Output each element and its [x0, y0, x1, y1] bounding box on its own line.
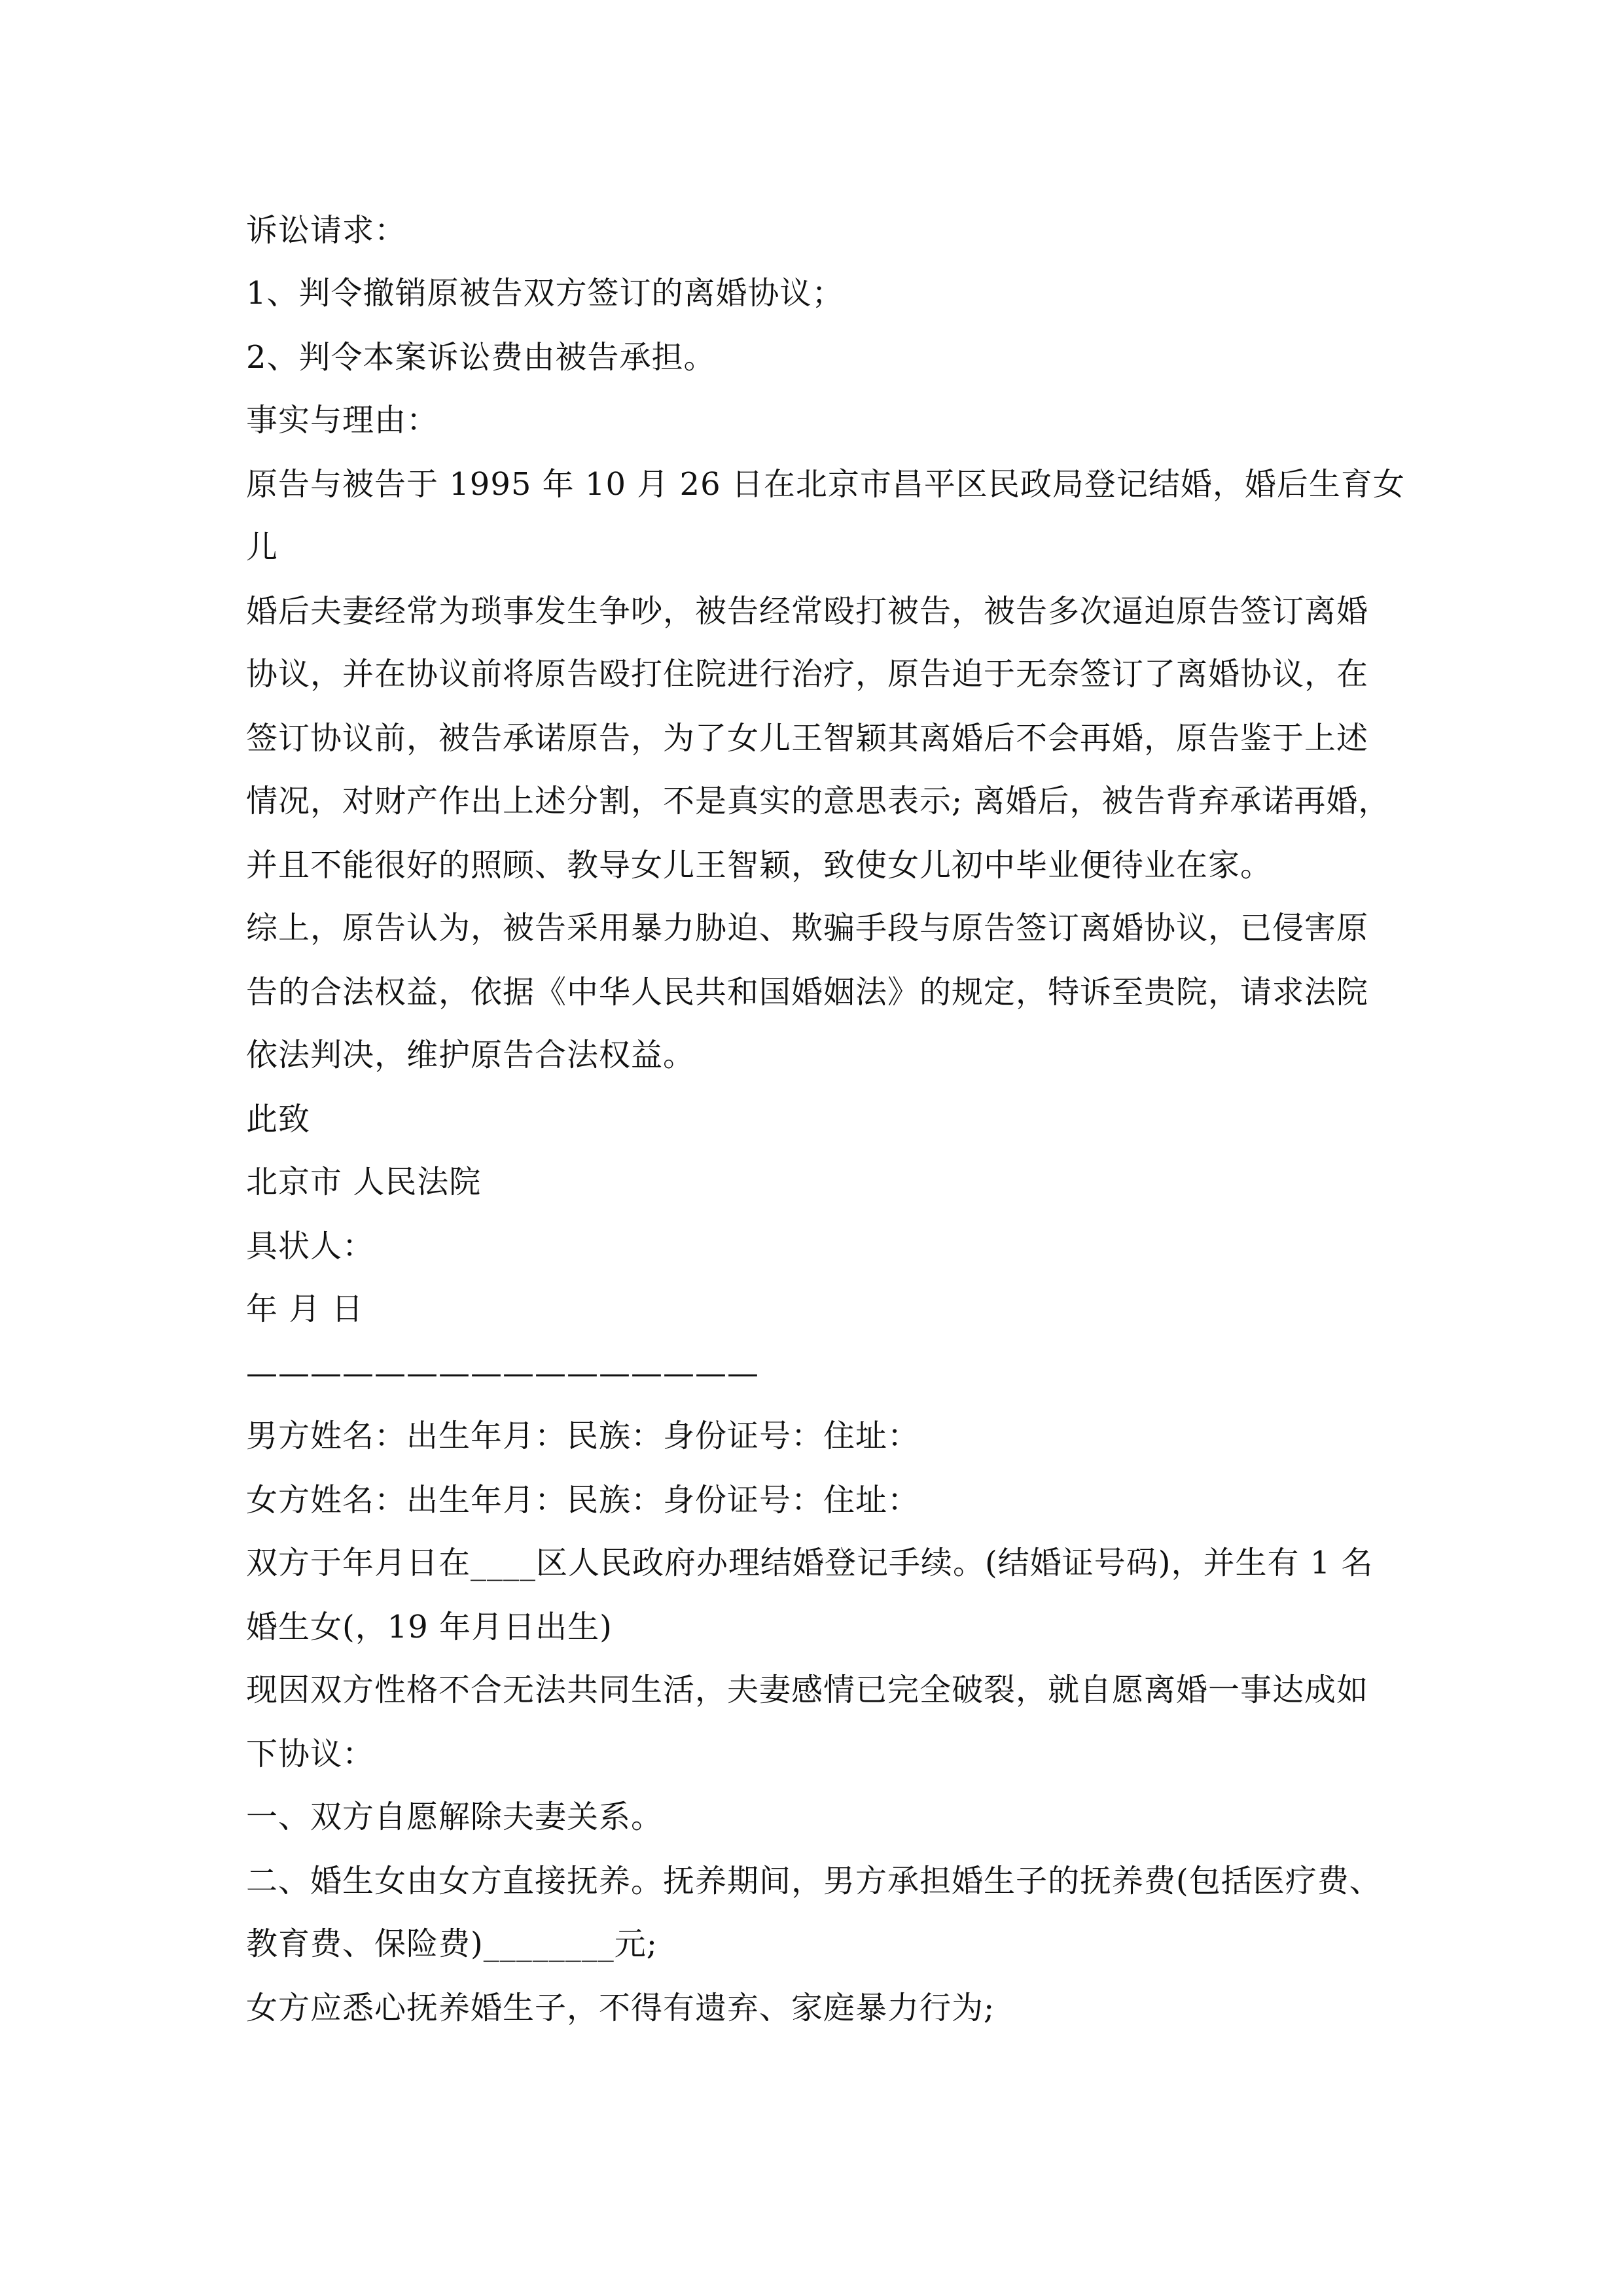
salutation: 此致	[246, 1101, 311, 1138]
conclusion-paragraph-line: 告的合法权益，依据《中华人民共和国婚姻法》的规定，特诉至贵院，请求法院	[246, 974, 1369, 1011]
facts-paragraph-2-line: 签订协议前，被告承诺原告，为了女儿王智颖其离婚后不会再婚，原告鉴于上述	[246, 720, 1369, 757]
facts-paragraph-1-line: 儿	[246, 529, 279, 565]
agreement-item-2-line: 女方应悉心抚养婚生子，不得有遗弃、家庭暴力行为;	[246, 1990, 995, 2026]
facts-paragraph-1-line: 原告与被告于 1995 年 10 月 26 日在北京市昌平区民政局登记结婚，婚后生育女	[246, 466, 1405, 503]
facts-paragraph-2-line: 并且不能很好的照顾、教导女儿王智颖，致使女儿初中毕业便待业在家。	[246, 847, 1273, 884]
conclusion-paragraph-line: 依法判决，维护原告合法权益。	[246, 1037, 696, 1073]
wife-info-line: 女方姓名：出生年月：民族：身份证号：住址：	[246, 1482, 920, 1518]
claim-item-1: 1、判令撤销原被告双方签订的离婚协议；	[246, 275, 844, 312]
husband-info-line: 男方姓名：出生年月：民族：身份证号：住址：	[246, 1418, 920, 1454]
facts-paragraph-2-line: 情况，对财产作出上述分割，不是真实的意思表示; 离婚后，被告背弃承诺再婚，	[246, 783, 1391, 819]
claim-item-2: 2、判令本案诉讼费由被告承担。	[246, 339, 716, 376]
facts-paragraph-2-line: 协议，并在协议前将原告殴打住院进行治疗，原告迫于无奈签订了离婚协议，在	[246, 656, 1369, 692]
marriage-registration-line: 双方于年月日在____区人民政府办理结婚登记手续。(结婚证号码)，并生有 1 名	[246, 1545, 1374, 1581]
marriage-registration-line: 婚生女(，19 年月日出生)	[246, 1609, 613, 1645]
agreement-item-2-line: 二、婚生女由女方直接抚养。抚养期间，男方承担婚生子的抚养费(包括医疗费、	[246, 1863, 1382, 1899]
heading-facts-reasons: 事实与理由：	[246, 402, 439, 439]
agreement-item-1: 一、双方自愿解除夫妻关系。	[246, 1799, 664, 1835]
facts-paragraph-2-line: 婚后夫妻经常为琐事发生争吵，被告经常殴打被告，被告多次逼迫原告签订离婚	[246, 593, 1369, 630]
agreement-intro-line: 下协议：	[246, 1736, 375, 1772]
petitioner-label: 具状人：	[246, 1228, 375, 1265]
agreement-item-2-line: 教育费、保险费)________元;	[246, 1926, 658, 1962]
date-line: 年 月 日	[246, 1291, 364, 1327]
agreement-intro-line: 现因双方性格不合无法共同生活，夫妻感情已完全破裂，就自愿离婚一事达成如	[246, 1672, 1369, 1708]
conclusion-paragraph-line: 综上，原告认为，被告采用暴力胁迫、欺骗手段与原告签订离婚协议，已侵害原	[246, 910, 1369, 946]
heading-litigation-claims: 诉讼请求：	[246, 212, 407, 249]
section-divider: ————————————————	[246, 1355, 759, 1391]
court-name: 北京市 人民法院	[246, 1164, 482, 1200]
